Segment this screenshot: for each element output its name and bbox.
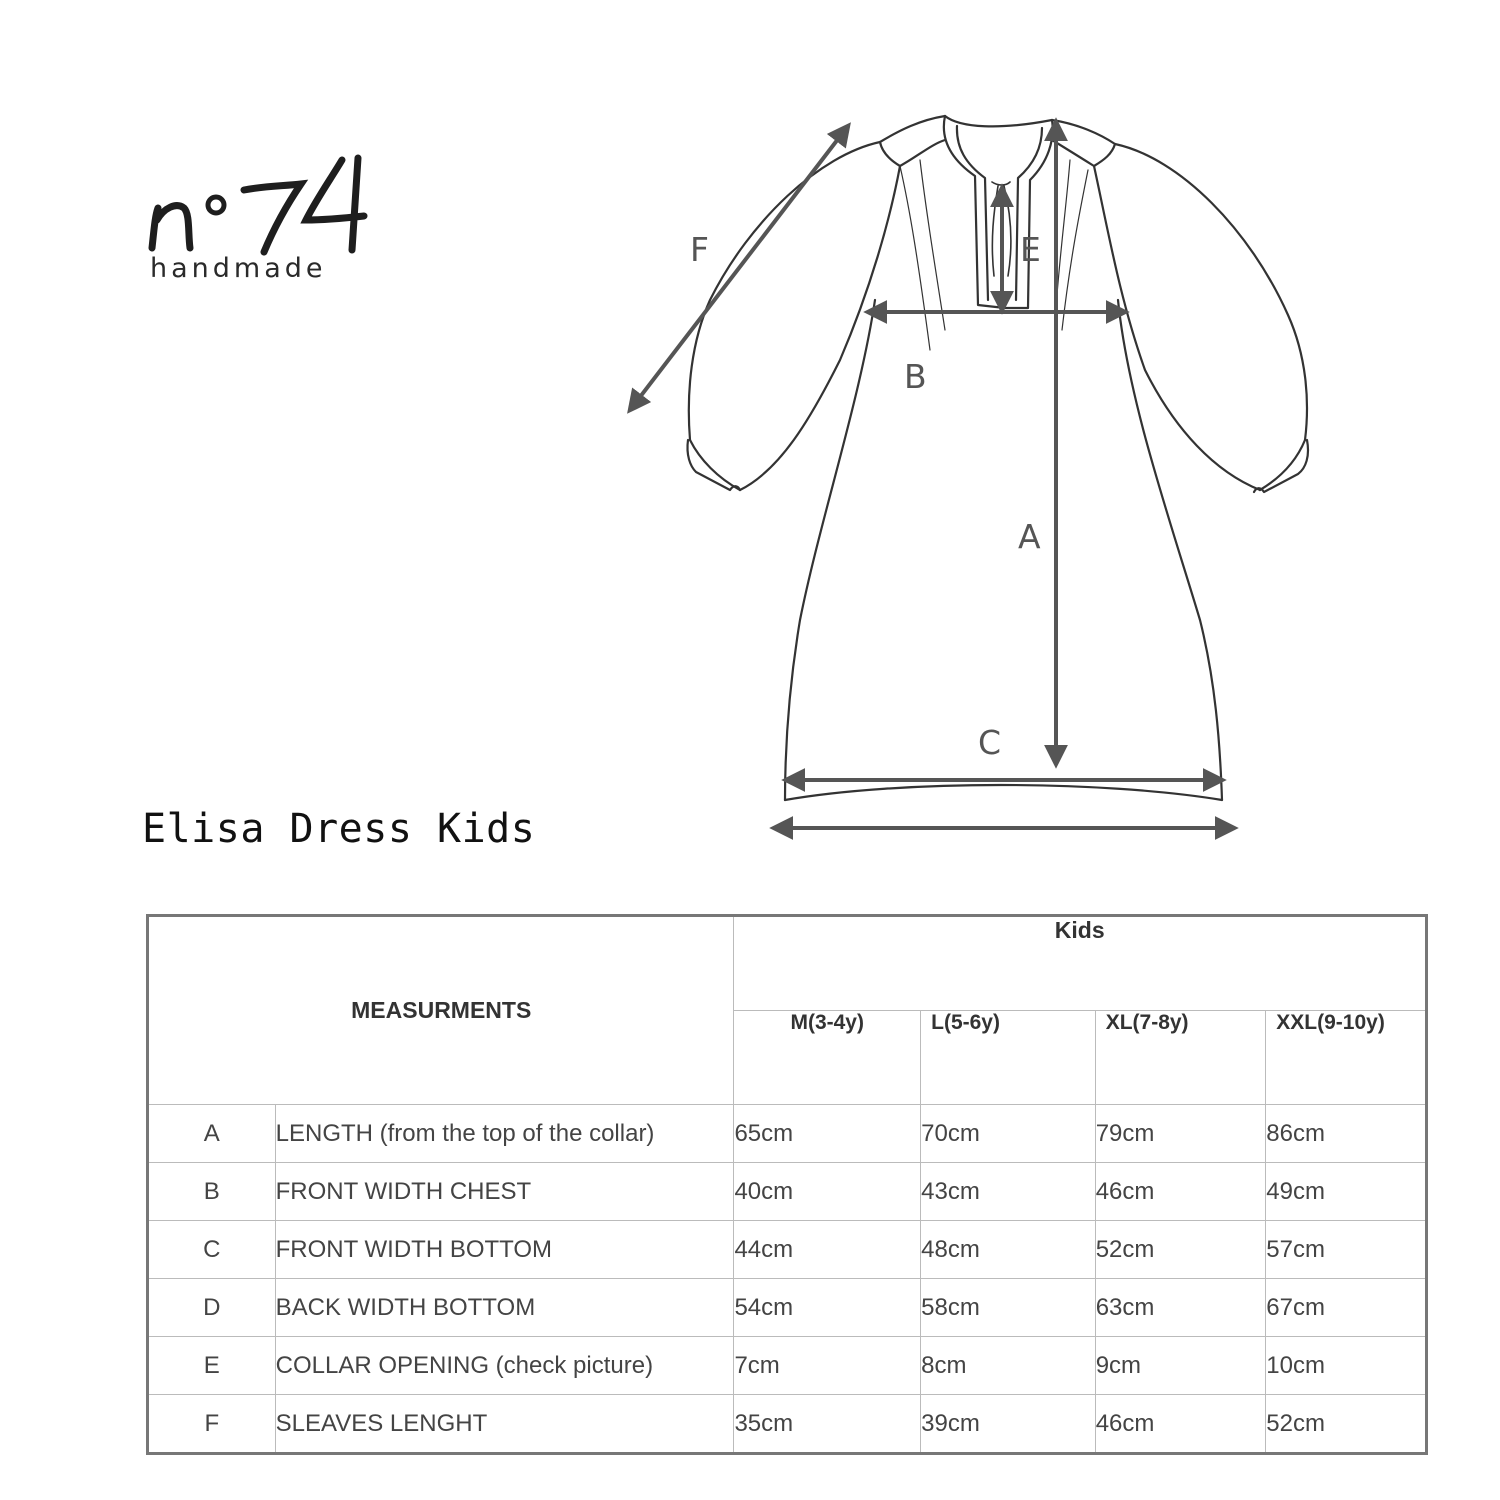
kids-header: Kids [734, 916, 1427, 1011]
size-header-xxl: XXL(9-10y) [1266, 1011, 1427, 1105]
cell-xl: 52cm [1095, 1221, 1266, 1279]
size-chart-table [146, 914, 1428, 1455]
cell-xl: 9cm [1095, 1337, 1266, 1395]
logo-subtitle: handmade [150, 253, 327, 284]
cell-l: 48cm [921, 1221, 1096, 1279]
row-code: B [148, 1163, 276, 1221]
size-header-xl: XL(7-8y) [1095, 1011, 1266, 1105]
size-header-l: L(5-6y) [921, 1011, 1096, 1105]
dimension-labels [690, 230, 1041, 762]
cell-l: 43cm [921, 1163, 1096, 1221]
row-code: F [148, 1395, 276, 1454]
cell-xxl: 57cm [1266, 1221, 1427, 1279]
dimension-arrows [630, 122, 1234, 828]
cell-xl: 46cm [1095, 1395, 1266, 1454]
table-row [148, 1337, 1427, 1395]
measurements-header: MEASURMENTS [148, 916, 734, 1105]
dress-diagram [600, 100, 1340, 860]
product-title: Elisa Dress Kids [142, 806, 536, 852]
label-e: E [1020, 230, 1041, 269]
cell-l: 39cm [921, 1395, 1096, 1454]
cell-m: 7cm [734, 1337, 921, 1395]
cell-m: 44cm [734, 1221, 921, 1279]
label-f: F [690, 230, 709, 269]
cell-xxl: 86cm [1266, 1105, 1427, 1163]
cell-xxl: 10cm [1266, 1337, 1427, 1395]
row-label: FRONT WIDTH BOTTOM [275, 1221, 734, 1279]
cell-xl: 63cm [1095, 1279, 1266, 1337]
table-row [148, 1221, 1427, 1279]
cell-m: 65cm [734, 1105, 921, 1163]
cell-xl: 46cm [1095, 1163, 1266, 1221]
row-label: LENGTH (from the top of the collar) [275, 1105, 734, 1163]
table-row [148, 1279, 1427, 1337]
row-label: COLLAR OPENING (check picture) [275, 1337, 734, 1395]
row-label: BACK WIDTH BOTTOM [275, 1279, 734, 1337]
label-a: A [1018, 517, 1041, 556]
row-code: C [148, 1221, 276, 1279]
arrow-f [630, 126, 848, 410]
table-row [148, 1395, 1427, 1454]
cell-xl: 79cm [1095, 1105, 1266, 1163]
cell-xxl: 67cm [1266, 1279, 1427, 1337]
dress-outline [687, 116, 1308, 800]
logo-n74-mark [146, 150, 376, 260]
cell-l: 70cm [921, 1105, 1096, 1163]
cell-m: 54cm [734, 1279, 921, 1337]
size-header-m: M(3-4y) [734, 1011, 921, 1105]
cell-m: 35cm [734, 1395, 921, 1454]
table-row [148, 1105, 1427, 1163]
label-b: B [904, 357, 927, 396]
row-code: E [148, 1337, 276, 1395]
row-label: FRONT WIDTH CHEST [275, 1163, 734, 1221]
cell-l: 8cm [921, 1337, 1096, 1395]
row-code: A [148, 1105, 276, 1163]
brand-logo [146, 150, 376, 290]
cell-xxl: 52cm [1266, 1395, 1427, 1454]
cell-l: 58cm [921, 1279, 1096, 1337]
row-label: SLEAVES LENGHT [275, 1395, 734, 1454]
label-c: C [978, 723, 1002, 762]
cell-m: 40cm [734, 1163, 921, 1221]
row-code: D [148, 1279, 276, 1337]
cell-xxl: 49cm [1266, 1163, 1427, 1221]
table-row [148, 1163, 1427, 1221]
